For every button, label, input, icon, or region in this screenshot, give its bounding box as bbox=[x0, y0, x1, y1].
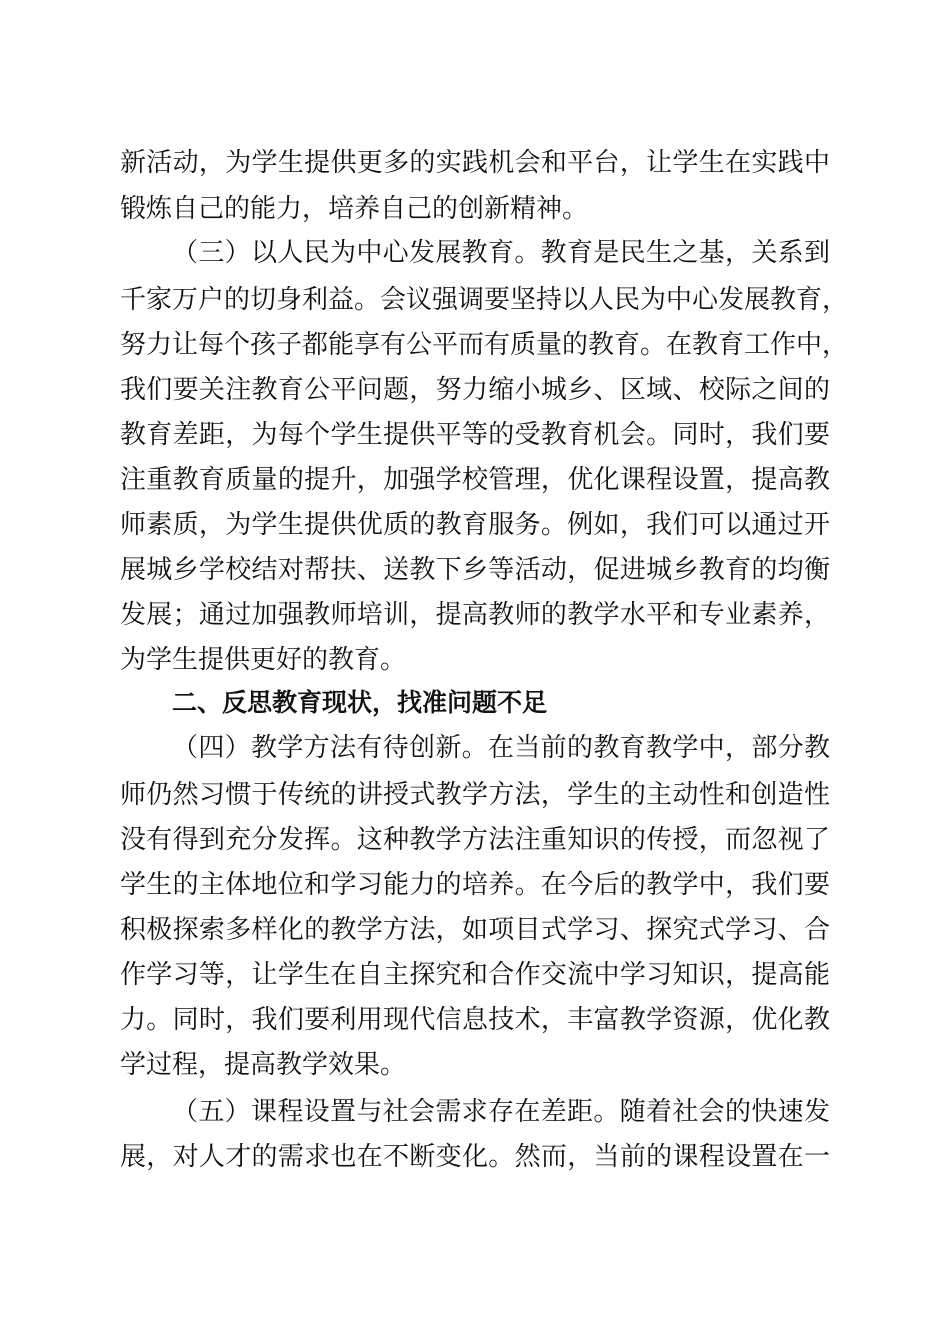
body-line-4: 千家万户的切身利益。会议强调要坚持以人民为中心发展教育， bbox=[120, 285, 849, 315]
section-4-first-line: （四）教学方法有待创新。在当前的教育教学中，部分教 bbox=[172, 733, 830, 763]
body-line-16: 没有得到充分发挥。这种教学方法注重知识的传授，而忽视了 bbox=[120, 825, 830, 855]
body-line-15: 师仍然习惯于传统的讲授式教学方法，学生的主动性和创造性 bbox=[120, 780, 830, 810]
body-line-21: 学过程，提高教学效果。 bbox=[120, 1050, 407, 1080]
body-line-23: 展，对人才的需求也在不断变化。然而，当前的课程设置在一 bbox=[120, 1142, 830, 1172]
section-3-first-line: （三）以人民为中心发展教育。教育是民生之基，关系到 bbox=[172, 238, 830, 268]
body-line-11: 发展；通过加强教师培训，提高教师的教学水平和专业素养， bbox=[120, 600, 830, 630]
body-line-5: 努力让每个孩子都能享有公平而有质量的教育。在教育工作中， bbox=[120, 330, 849, 360]
body-line-8: 注重教育质量的提升，加强学校管理，优化课程设置，提高教 bbox=[120, 465, 830, 495]
body-line-6: 我们要关注教育公平问题，努力缩小城乡、区域、校际之间的 bbox=[120, 375, 830, 405]
section-heading-2: 二、反思教育现状，找准问题不足 bbox=[172, 688, 548, 717]
body-line-2: 锻炼自己的能力，培养自己的创新精神。 bbox=[120, 194, 589, 224]
body-line-20: 力。同时，我们要利用现代信息技术，丰富教学资源，优化教 bbox=[120, 1005, 830, 1035]
section-5-first-line: （五）课程设置与社会需求存在差距。随着社会的快速发 bbox=[172, 1097, 830, 1127]
body-line-18: 积极探索多样化的教学方法，如项目式学习、探究式学习、合 bbox=[120, 915, 830, 945]
body-line-10: 展城乡学校结对帮扶、送教下乡等活动，促进城乡教育的均衡 bbox=[120, 555, 830, 585]
body-line-17: 学生的主体地位和学习能力的培养。在今后的教学中，我们要 bbox=[120, 870, 830, 900]
body-line-9: 师素质，为学生提供优质的教育服务。例如，我们可以通过开 bbox=[120, 510, 830, 540]
body-line-1: 新活动，为学生提供更多的实践机会和平台，让学生在实践中 bbox=[120, 148, 830, 178]
body-line-12: 为学生提供更好的教育。 bbox=[120, 645, 407, 675]
body-line-7: 教育差距，为每个学生提供平等的受教育机会。同时，我们要 bbox=[120, 420, 830, 450]
body-line-19: 作学习等，让学生在自主探究和合作交流中学习知识，提高能 bbox=[120, 960, 830, 990]
